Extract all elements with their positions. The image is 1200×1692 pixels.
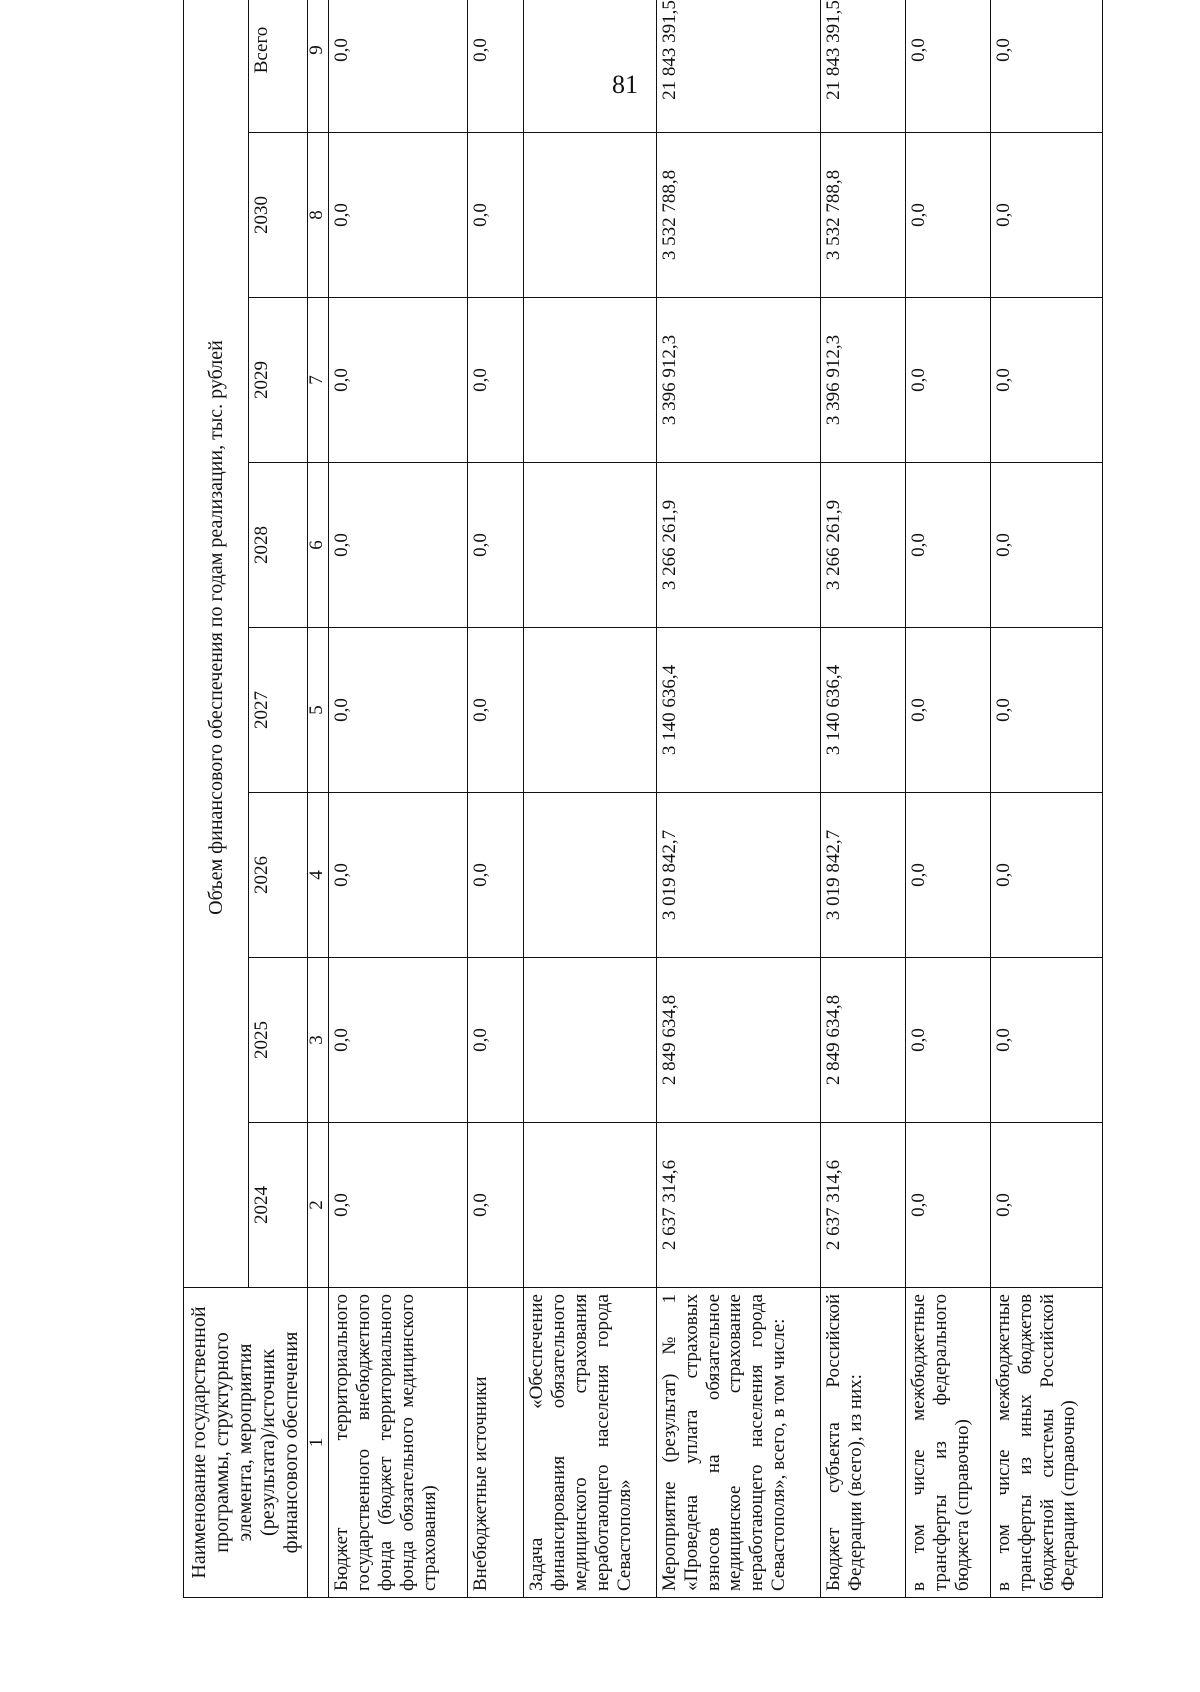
row-value: 0,0 [329,793,468,958]
year-header: 2028 [249,463,308,628]
row-value: 0,0 [468,133,524,298]
row-value: 0,0 [990,133,1102,298]
row-total: 0,0 [990,0,1102,133]
column-index: 2 [308,1123,329,1288]
year-header: 2027 [249,628,308,793]
row-value: 3 140 636,4 [656,628,820,793]
page-number: 81 [612,70,638,99]
row-value [524,793,657,958]
column-index: 3 [308,958,329,1123]
row-value: 0,0 [990,958,1102,1123]
header-name-cell: Наименование государственной программы, структурного элемента, мероприятия (результата)/источник финансового обеспечения [184,1288,308,1598]
row-value: 0,0 [905,298,990,463]
row-value: 0,0 [329,1123,468,1288]
table-row [820,0,905,1598]
row-value: 2 637 314,6 [820,1123,905,1288]
row-value: 0,0 [990,628,1102,793]
row-value: 3 532 788,8 [820,133,905,298]
column-index: 4 [308,793,329,958]
row-value: 3 266 261,9 [656,463,820,628]
row-value: 3 140 636,4 [820,628,905,793]
row-value: 0,0 [329,958,468,1123]
row-value: 3 266 261,9 [820,463,905,628]
row-value: 0,0 [468,958,524,1123]
row-name: Мероприятие (результат) № 1 «Проведена уплата страховых взносов на обязательное медицинское страхование неработающего населения города Севастополя», всего, в том числе: [656,1288,820,1598]
row-value: 3 396 912,3 [820,298,905,463]
row-value: 0,0 [990,298,1102,463]
row-value: 3 396 912,3 [656,298,820,463]
row-value: 3 019 842,7 [656,793,820,958]
row-value: 0,0 [905,1123,990,1288]
row-value: 0,0 [905,958,990,1123]
table-row [905,0,990,1598]
row-value: 0,0 [329,298,468,463]
year-header: 2025 [249,958,308,1123]
row-total: 0,0 [905,0,990,133]
row-total: 0,0 [329,0,468,133]
column-index: 8 [308,133,329,298]
row-value: 3 019 842,7 [820,793,905,958]
row-value: 2 849 634,8 [820,958,905,1123]
row-value: 0,0 [905,793,990,958]
table-row [468,0,524,1598]
row-value: 0,0 [329,463,468,628]
year-header: 2024 [249,1123,308,1288]
row-value: 0,0 [468,793,524,958]
table-row [656,0,820,1598]
row-value [524,1123,657,1288]
row-name: в том числе межбюджетные трансферты из федерального бюджета (справочно) [905,1288,990,1598]
table-row [990,0,1102,1598]
row-value: 0,0 [329,628,468,793]
column-index: 5 [308,628,329,793]
row-total: 21 843 391,5 [656,0,820,133]
table-row [524,0,657,1598]
year-header: 2030 [249,133,308,298]
row-value: 0,0 [905,463,990,628]
row-name: Задача «Обеспечение финансирования обязательного медицинского страхования неработающего населения города Севастополя» [524,1288,657,1598]
year-header: 2026 [249,793,308,958]
column-index: 7 [308,298,329,463]
table-row [329,0,468,1598]
column-index: 9 [308,0,329,133]
row-value: 0,0 [468,463,524,628]
row-value: 0,0 [990,793,1102,958]
row-value: 2 849 634,8 [656,958,820,1123]
row-name: Бюджет субъекта Российской Федерации (всего), из них: [820,1288,905,1598]
row-value [524,463,657,628]
row-value: 0,0 [905,628,990,793]
row-name: в том числе межбюджетные трансферты из иных бюджетов бюджетной системы Российской Федерации (справочно) [990,1288,1102,1598]
total-header: Всего [249,0,308,133]
row-value: 0,0 [468,628,524,793]
row-total: 21 843 391,5 [820,0,905,133]
row-total: 0,0 [468,0,524,133]
row-value [524,628,657,793]
row-value: 0,0 [468,1123,524,1288]
row-name: Внебюджетные источники [468,1288,524,1598]
row-total [524,0,657,133]
row-value: 2 637 314,6 [656,1123,820,1288]
financing-table [183,0,1103,1598]
row-value: 0,0 [329,133,468,298]
row-value: 0,0 [990,1123,1102,1288]
row-value [524,298,657,463]
row-value [524,133,657,298]
header-volume-cell: Объем финансового обеспечения по годам реализации, тыс. рублей [184,0,249,1288]
row-value: 3 532 788,8 [656,133,820,298]
year-header: 2029 [249,298,308,463]
row-value: 0,0 [990,463,1102,628]
column-index: 1 [308,1288,329,1598]
column-index: 6 [308,463,329,628]
row-value: 0,0 [905,133,990,298]
row-value: 0,0 [468,298,524,463]
row-value [524,958,657,1123]
row-name: Бюджет территориального государственного внебюджетного фонда (бюджет территориального фонда обязательного медицинского страхования) [329,1288,468,1598]
